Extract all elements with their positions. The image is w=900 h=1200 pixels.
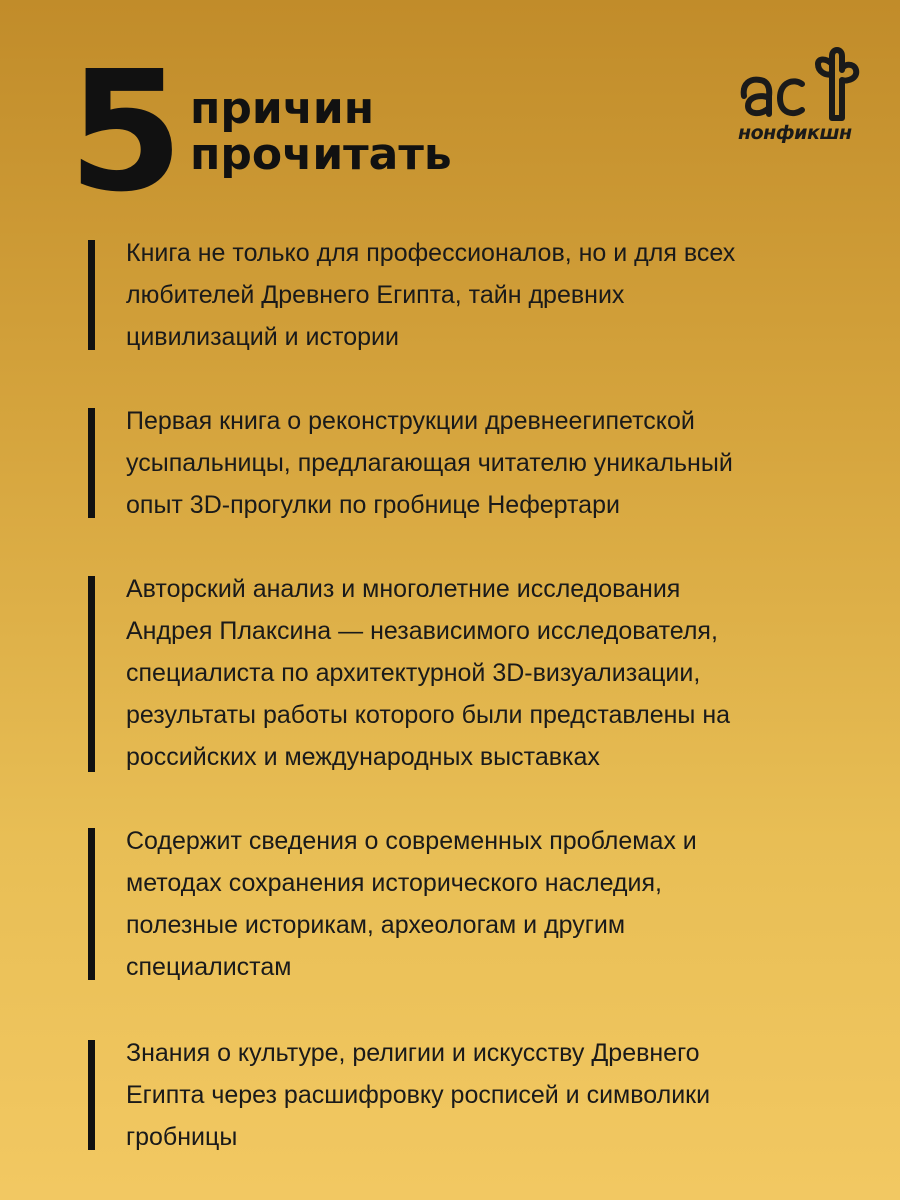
reason-line: специалиста по архитектурной 3D-визуализации,	[126, 659, 701, 687]
page-title	[190, 83, 510, 180]
reason-line: Содержит сведения о современных проблемах и	[126, 827, 697, 855]
reason-line: результаты работы которого были представлены на	[126, 701, 731, 729]
reason-text	[126, 232, 826, 358]
reason-text	[126, 568, 826, 778]
logo-subtitle: нонфикшн	[738, 122, 852, 144]
reason-line: Авторский анализ и многолетние исследования	[126, 575, 681, 603]
big-number-five: 5	[68, 36, 180, 229]
reason-marker-bar	[88, 828, 95, 980]
reason-line: цивилизаций и истории	[126, 323, 399, 351]
reason-line: Египта через расшифровку росписей и символики	[126, 1081, 711, 1109]
ast-logo-mark-icon	[736, 34, 866, 129]
reason-line: методах сохранения исторического наследия,	[126, 869, 662, 897]
reason-line: Андрея Плаксина — независимого исследователя,	[126, 617, 718, 645]
reason-line: любителей Древнего Египта, тайн древних	[126, 281, 625, 309]
reason-line: специалистам	[126, 953, 292, 981]
title-line-1: причин	[190, 83, 375, 134]
reason-line: Книга не только для профессионалов, но и для всех	[126, 239, 736, 267]
reason-line: полезные историкам, археологам и другим	[126, 911, 626, 939]
title-line-2: прочитать	[190, 129, 452, 180]
reason-line: гробницы	[126, 1123, 238, 1151]
reason-line: Первая книга о реконструкции древнеегипетской	[126, 407, 695, 435]
reason-text	[126, 1032, 826, 1158]
reason-text	[126, 820, 826, 988]
ast-nonfiction-logo	[736, 34, 866, 154]
reason-marker-bar	[88, 1040, 95, 1150]
reason-line: опыт 3D-прогулки по гробнице Нефертари	[126, 491, 620, 519]
reason-marker-bar	[88, 576, 95, 772]
reason-line: российских и международных выставках	[126, 743, 600, 771]
reason-line: усыпальницы, предлагающая читателю уникальный	[126, 449, 733, 477]
reason-marker-bar	[88, 240, 95, 350]
reason-line: Знания о культуре, религии и искусству Древнего	[126, 1039, 700, 1067]
reason-marker-bar	[88, 408, 95, 518]
reason-text	[126, 400, 826, 526]
